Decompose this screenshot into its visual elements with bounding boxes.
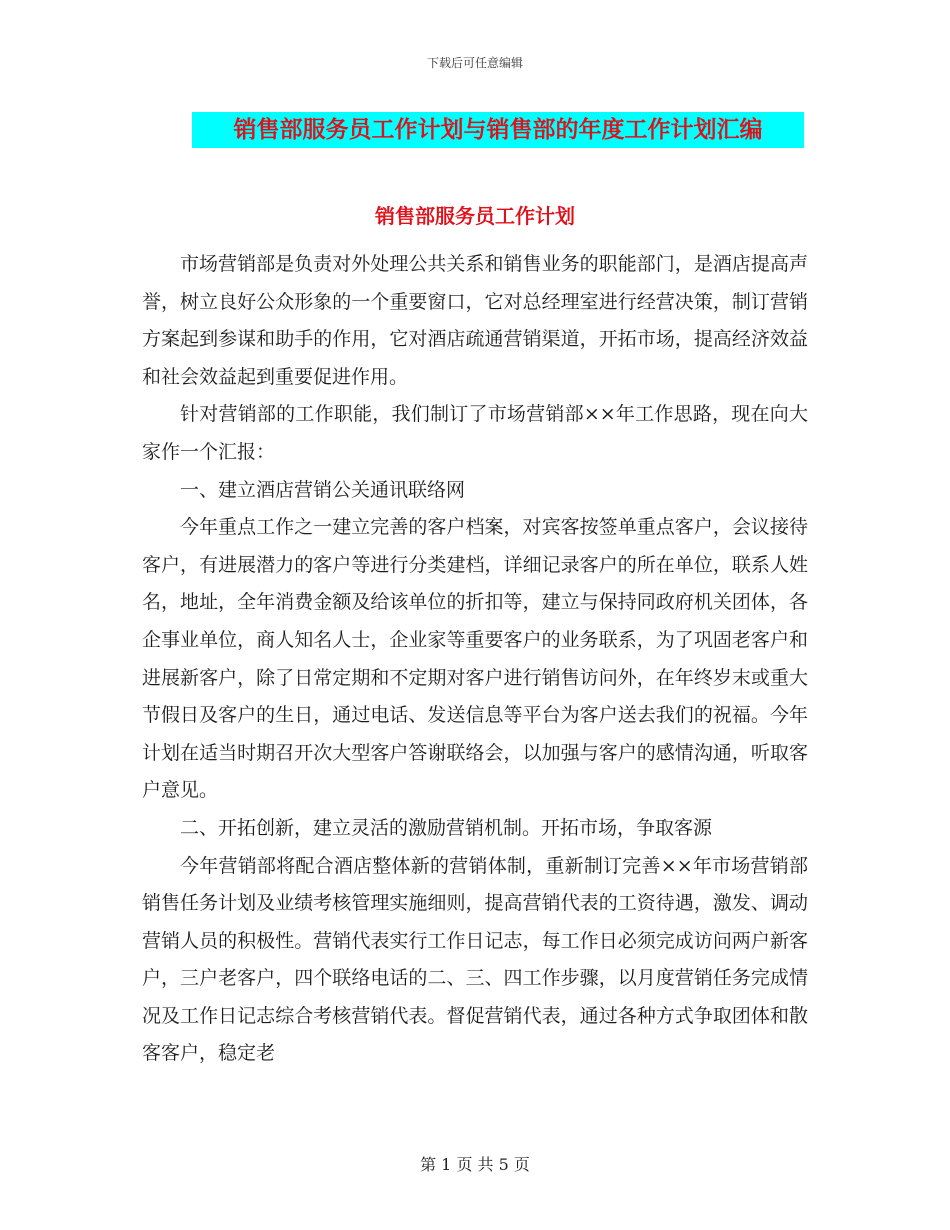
document-title: 销售部服务员工作计划与销售部的年度工作计划汇编 [233,117,763,143]
paragraph: 今年营销部将配合酒店整体新的营销体制，重新制订完善××年市场营销部销售任务计划及业绩考核管理实施细则，提高营销代表的工资待遇，激发、调动营销人员的积极性。营销代表实行工作日记志，每工作日必须完成访问两户新客户，三户老客户，四个联络电话的二、三、四工作步骤，以月度营销任务完成情况及工作日记志综合考核营销代表。督促营销代表，通过各种方式争取团体和散客客户，稳定老 [142,854,808,1065]
header-note: 下载后可任意编辑 [426,56,523,70]
paragraph: 针对营销部的工作职能，我们制订了市场营销部××年工作思路，现在向大家作一个汇报： [142,403,808,463]
paragraph: 二、开拓创新，建立灵活的激励营销机制。开拓市场，争取客源 [180,816,713,839]
body-text [142,246,808,1073]
paragraph: 市场营销部是负责对外处理公共关系和销售业务的职能部门，是酒店提高声誉，树立良好公众形象的一个重要窗口，它对总经理室进行经营决策，制订营销方案起到参谋和助手的作用，它对酒店疏通营销渠道，开拓市场，提高经济效益和社会效益起到重要促进作用。 [142,253,808,388]
page-footer: 第 1 页 共 5 页 [420,1155,530,1174]
paragraph: 一、建立酒店营销公关通讯联络网 [180,478,466,501]
section-title: 销售部服务员工作计划 [375,204,575,228]
paragraph: 今年重点工作之一建立完善的客户档案，对宾客按签单重点客户，会议接待客户，有进展潜力的客户等进行分类建档，详细记录客户的所在单位，联系人姓名，地址，全年消费金额及给该单位的折扣等，建立与保持同政府机关团体，各企事业单位，商人知名人士，企业家等重要客户的业务联系，为了巩固老客户和进展新客户，除了日常定期和不定期对客户进行销售访问外，在年终岁末或重大节假日及客户的生日，通过电话、发送信息等平台为客户送去我们的祝福。今年计划在适当时期召开次大型客户答谢联络会，以加强与客户的感情沟通，听取客户意见。 [142,516,808,802]
